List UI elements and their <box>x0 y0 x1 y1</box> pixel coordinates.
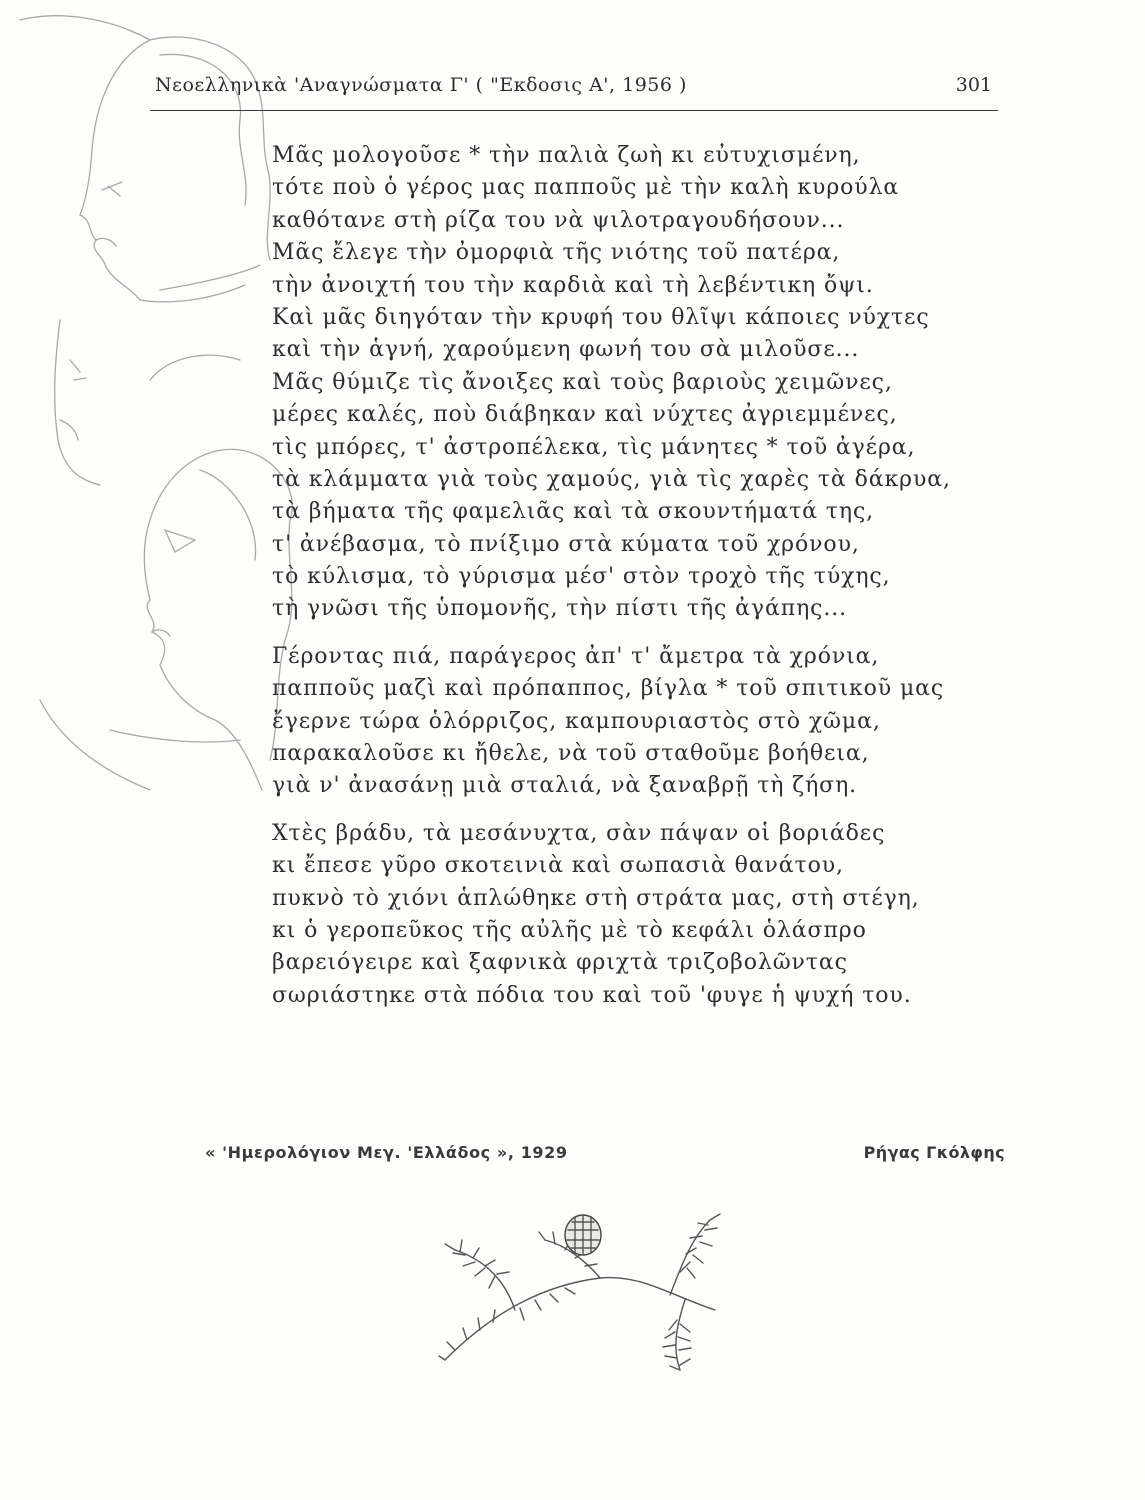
poem-line: τὴν ἀνοιχτή του τὴν καρδιὰ καὶ τὴ λεβέντικη ὄψι. <box>272 272 874 298</box>
poem-line: παπποῦς μαζὶ καὶ πρόπαππος, βίγλα * τοῦ σπιτικοῦ μας <box>272 676 945 702</box>
poem-line: καθότανε στὴ ρίζα του νὰ ψιλοτραγουδήσουν... <box>272 207 845 233</box>
stanza <box>272 818 972 1012</box>
source-citation: « 'Ημερολόγιον Μεγ. 'Ελλάδος », 1929 <box>205 1143 568 1162</box>
poem-line: καὶ τὴν ἁγνή, χαρούμενη φωνή του σὰ μιλοῦσε... <box>272 337 860 363</box>
poem-line: ἔγερνε τώρα ὁλόρριζος, καμπουριαστὸς στὸ χῶμα, <box>272 708 881 734</box>
poem-line: Μᾶς θύμιζε τὶς ἄνοιξες καὶ τοὺς βαριοὺς χειμῶνες, <box>272 369 893 395</box>
poem-line: Καὶ μᾶς διηγόταν τὴν κρυφή του θλῖψι κάποιες νύχτες <box>272 304 930 330</box>
poem-line: σωριάστηκε στὰ πόδια του καὶ τοῦ 'φυγε ἡ ψυχή του. <box>272 982 912 1008</box>
page-number: 301 <box>955 74 992 96</box>
author-name: Ρήγας Γκόλφης <box>863 1143 1005 1162</box>
book-title: Νεοελληνικὰ 'Αναγνώσματα Γ' ( "Εκδοσις Α', 1956 ) <box>155 74 687 96</box>
poem-line: γιὰ ν' ἀνασάνῃ μιὰ σταλιά, νὰ ξαναβρῇ τὴ ζήση. <box>272 773 858 799</box>
poem-line: τ' ἀνέβασμα, τὸ πνίξιμο στὰ κύματα τοῦ χρόνου, <box>272 531 860 557</box>
poem-line: παρακαλοῦσε κι ἤθελε, νὰ τοῦ σταθοῦμε βοήθεια, <box>272 741 870 767</box>
stanza <box>272 140 972 626</box>
header-divider <box>150 110 998 111</box>
poem-line: βαρειόγειρε καὶ ξαφνικὰ φριχτὰ τριζοβολῶντας <box>272 950 848 976</box>
poem-line: Χτὲς βράδυ, τὰ μεσάνυχτα, σὰν πάψαν οἱ βοριάδες <box>272 820 886 846</box>
poem-line: μέρες καλές, ποὺ διάβηκαν καὶ νύχτες ἀγριεμμένες, <box>272 402 898 428</box>
stanza <box>272 641 972 803</box>
poem-body <box>272 140 972 1012</box>
pine-branch-icon <box>425 1200 745 1380</box>
poem-line: Μᾶς μολογοῦσε * τὴν παλιὰ ζωὴ κι εὐτυχισμένη, <box>272 143 861 168</box>
attribution-row <box>205 1143 1005 1173</box>
poem-line: Γέροντας πιά, παράγερος ἀπ' τ' ἄμετρα τὰ χρόνια, <box>272 643 880 669</box>
poem-line: Μᾶς ἔλεγε τὴν ὀμορφιὰ τῆς νιότης τοῦ πατέρα, <box>272 240 841 266</box>
poem-line: τότε ποὺ ὁ γέρος μας παπποῦς μὲ τὴν καλὴ κυρούλα <box>272 175 900 201</box>
poem-line: τὶς μπόρες, τ' ἀστροπέλεκα, τὶς μάνητες * τοῦ ἀγέρα, <box>272 434 916 460</box>
poem-line: τὸ κύλισμα, τὸ γύρισμα μέσ' στὸν τροχὸ τῆς τύχης, <box>272 564 891 590</box>
poem-line: κι ὁ γεροπεῦκος τῆς αὐλῆς μὲ τὸ κεφάλι ὁλάσπρο <box>272 917 867 943</box>
poem-line: τὰ κλάμματα γιὰ τοὺς χαμούς, γιὰ τὶς χαρὲς τὰ δάκρυα, <box>272 466 951 492</box>
poem-line: πυκνὸ τὸ χιόνι ἁπλώθηκε στὴ στράτα μας, στὴ στέγη, <box>272 885 920 911</box>
poem-line: τὰ βήματα τῆς φαμελιᾶς καὶ τὰ σκουντήματά της, <box>272 499 875 525</box>
poem-line: κι ἔπεσε γῦρο σκοτεινιὰ καὶ σωπασιὰ θανάτου, <box>272 853 844 879</box>
poem-line: τὴ γνῶσι τῆς ὑπομονῆς, τὴν πίστι τῆς ἀγάπης... <box>272 596 848 622</box>
page-header <box>155 72 1000 106</box>
